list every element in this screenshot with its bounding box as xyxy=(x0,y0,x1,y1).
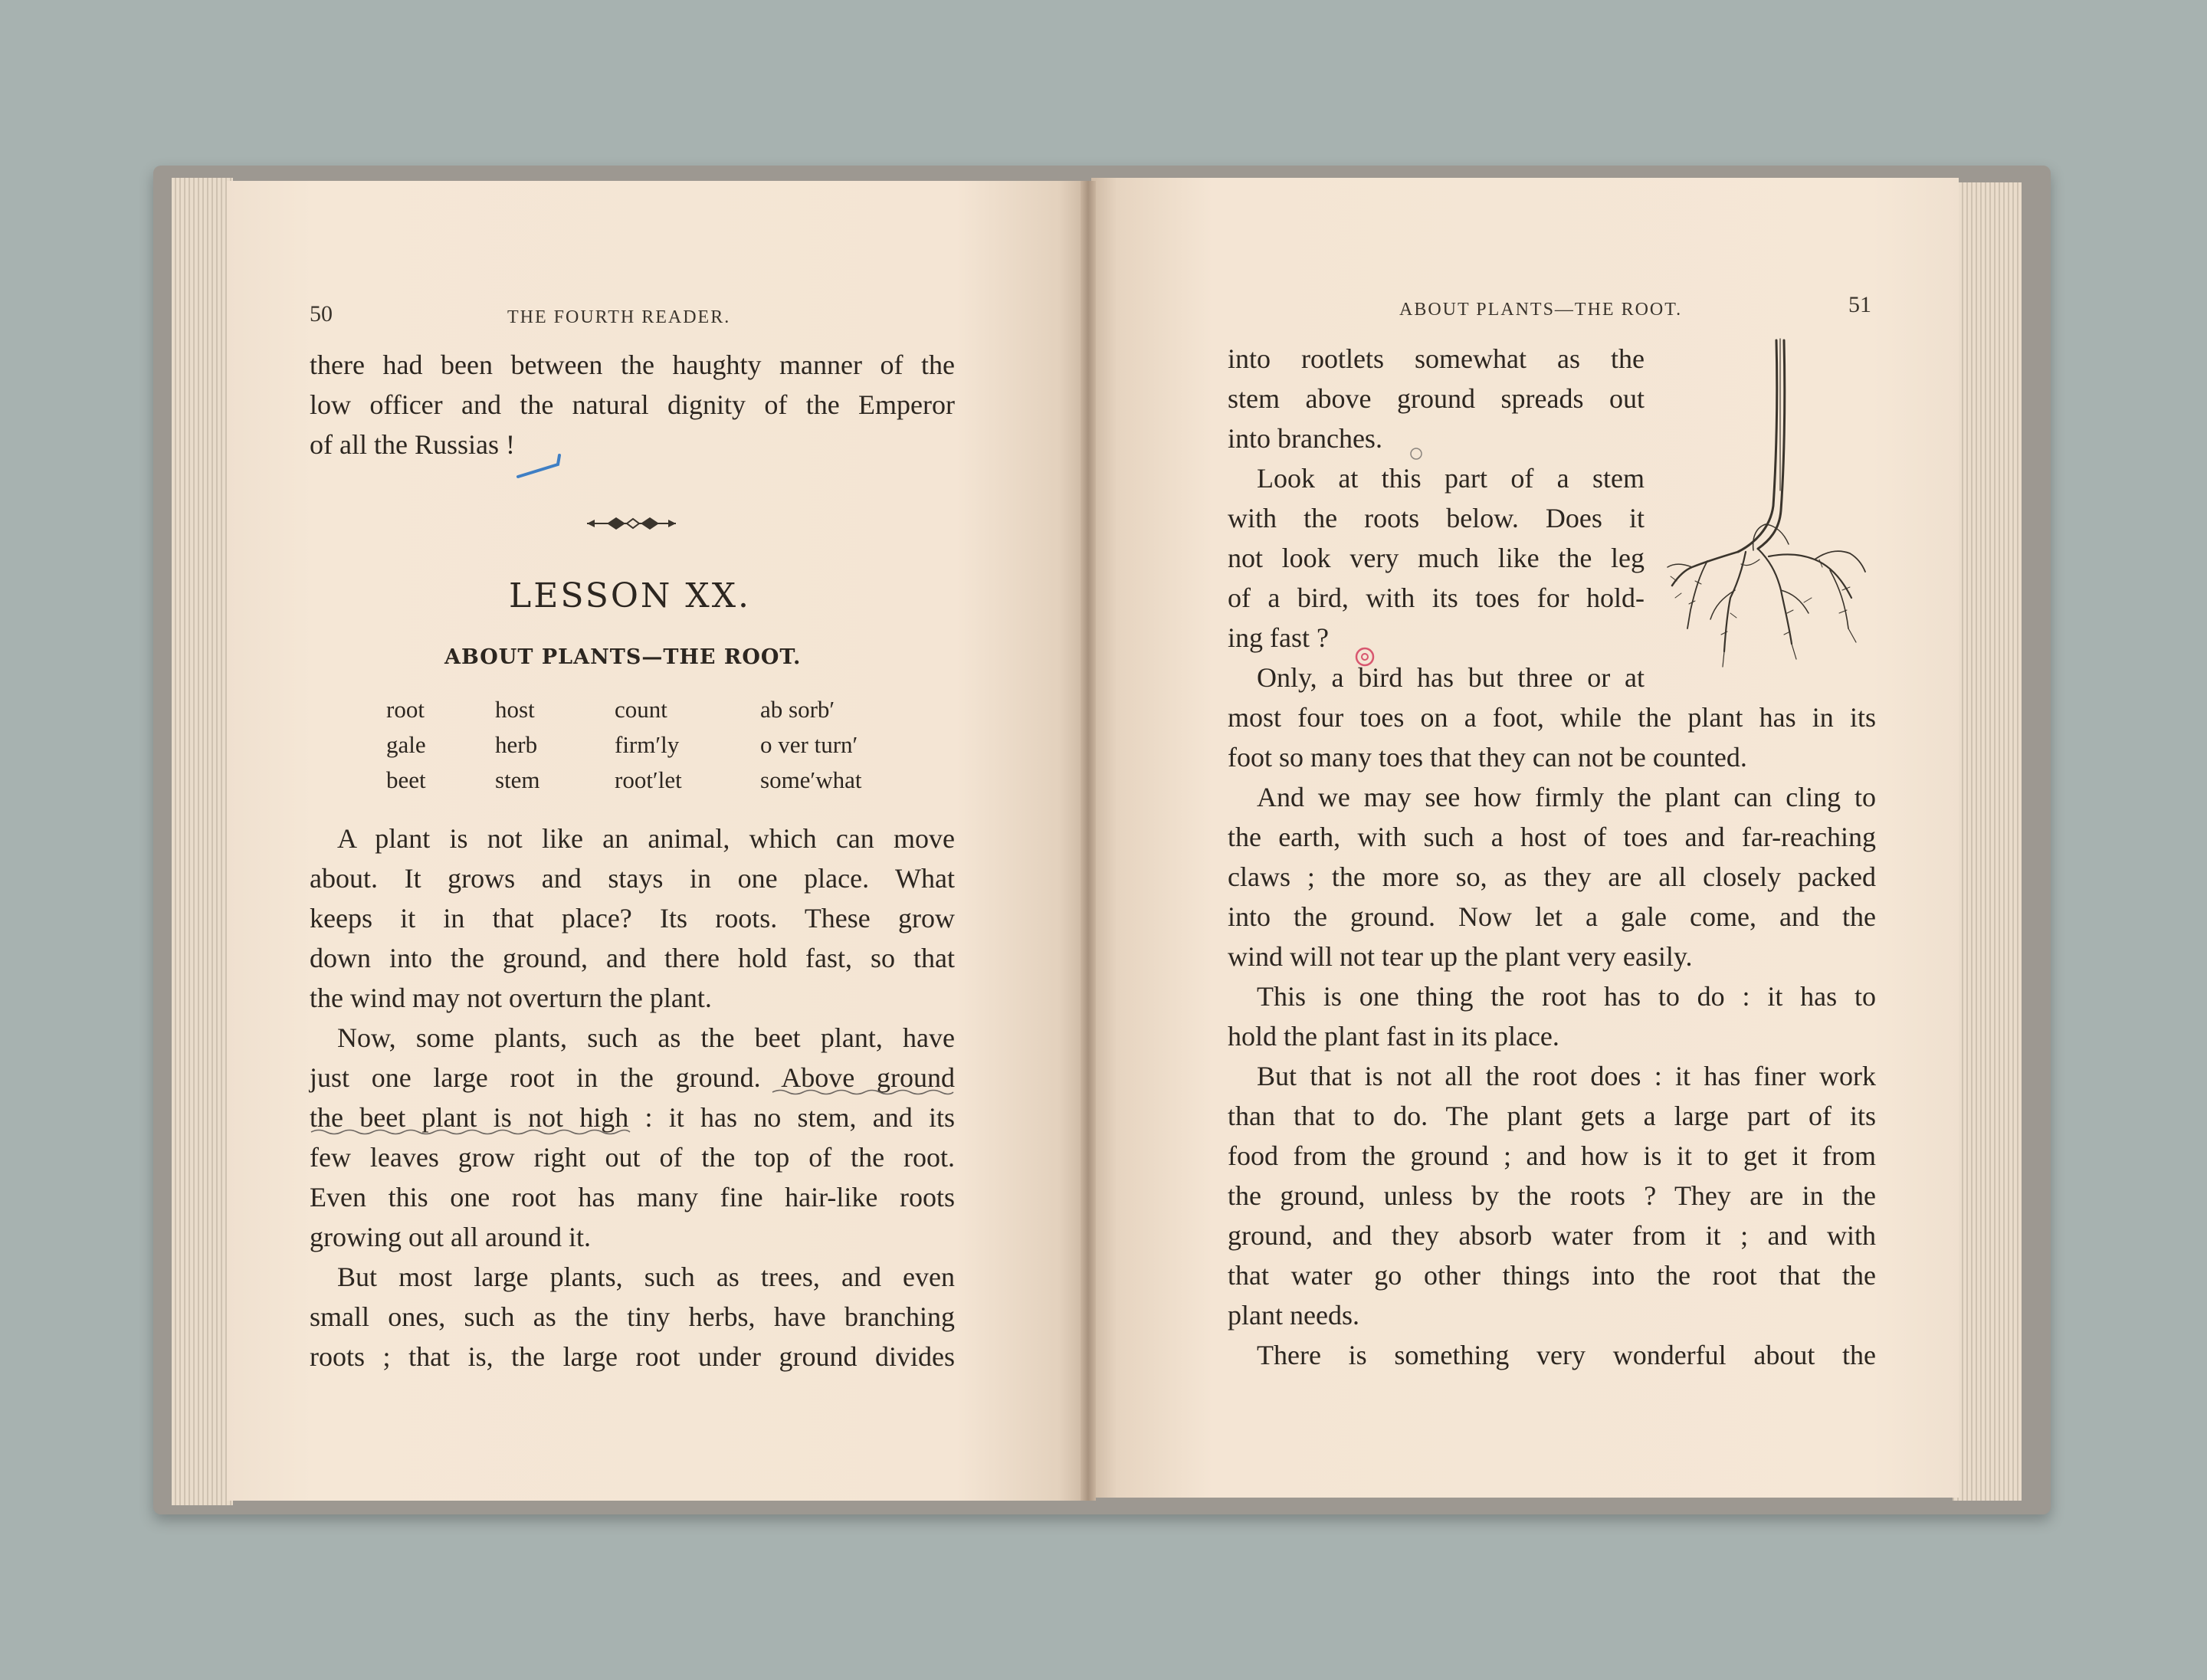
text-line: low officer and the natural dignity of the Emperor xyxy=(310,389,955,420)
text-line: than that to do. The plant gets a large part of its xyxy=(1228,1101,1876,1131)
vocab-word: o ver turn′ xyxy=(760,731,858,758)
text-line: hold the plant fast in its place. xyxy=(1228,1021,1559,1052)
red-circle-mark-icon xyxy=(1353,645,1376,668)
book-gutter xyxy=(1081,181,1096,1501)
text-line: Even this one root has many fine hair-like roots xyxy=(310,1182,955,1212)
vocab-word: root xyxy=(386,696,425,723)
text-line: of all the Russias ! xyxy=(310,429,515,460)
ornament-divider-icon xyxy=(584,512,679,535)
root-drawing-icon xyxy=(1661,337,1868,674)
text-line: food from the ground ; and how is it to get it from xyxy=(1228,1140,1876,1171)
page-number-right: 51 xyxy=(1848,292,1871,317)
page-edges-left xyxy=(172,178,233,1505)
text-line: There is something very wonderful about the xyxy=(1257,1340,1876,1370)
vocab-word: gale xyxy=(386,731,426,758)
text-line: most four toes on a foot, while the plant has in its xyxy=(1228,702,1876,733)
running-header-left: THE FOURTH READER. xyxy=(507,307,731,327)
vocab-word: some′what xyxy=(760,766,862,793)
text-line: not look very much like the leg xyxy=(1228,543,1645,573)
text-line: just one large root in the ground. Above ground xyxy=(310,1062,955,1093)
text-line: the wind may not overturn the plant. xyxy=(310,983,712,1013)
pencil-underline-icon xyxy=(771,1087,955,1098)
vocab-word: ab sorb′ xyxy=(760,696,835,723)
text-line: Look at this part of a stem xyxy=(1257,463,1645,494)
text-line: Only, a bird has but three or at xyxy=(1257,662,1645,693)
text-line: stem above ground spreads out xyxy=(1228,383,1645,414)
text-line: growing out all around it. xyxy=(310,1222,591,1252)
vocab-word: firm′ly xyxy=(615,731,680,758)
vocab-word: beet xyxy=(386,766,426,793)
text-line: claws ; the more so, as they are all closely packed xyxy=(1228,861,1876,892)
text-line: wind will not tear up the plant very easily. xyxy=(1228,941,1693,972)
text-line: A plant is not like an animal, which can move xyxy=(337,823,955,854)
text-line: of a bird, with its toes for hold- xyxy=(1228,582,1645,613)
text-line: But most large plants, such as trees, and even xyxy=(337,1262,955,1292)
text-line: foot so many toes that they can not be counted. xyxy=(1228,742,1747,773)
text-line: the ground, unless by the roots ? They are in the xyxy=(1228,1180,1876,1211)
running-header-right: ABOUT PLANTS—THE ROOT. xyxy=(1399,300,1683,320)
text-line: And we may see how firmly the plant can cling to xyxy=(1257,782,1876,812)
text-line: small ones, such as the tiny herbs, have branching xyxy=(310,1301,955,1332)
blue-pencil-mark-icon xyxy=(515,451,566,481)
vocab-word: herb xyxy=(495,731,538,758)
vocab-word: root′let xyxy=(615,766,682,793)
text-line: that water go other things into the root that the xyxy=(1228,1260,1876,1291)
text-line: This is one thing the root has to do : it has to xyxy=(1257,981,1876,1012)
vocab-word: stem xyxy=(495,766,540,793)
text-line: plant needs. xyxy=(1228,1300,1359,1331)
pencil-underline-icon xyxy=(310,1127,631,1137)
text-line: roots ; that is, the large root under ground divides xyxy=(310,1341,955,1372)
vocab-word: count xyxy=(615,696,667,723)
text-line: with the roots below. Does it xyxy=(1228,503,1645,533)
text-line: keeps it in that place? Its roots. These grow xyxy=(310,903,955,934)
text-line: But that is not all the root does : it has finer work xyxy=(1257,1061,1876,1091)
page-edges-right xyxy=(1953,182,2022,1501)
vocab-word: host xyxy=(495,696,535,723)
page-number-left: 50 xyxy=(310,301,333,326)
text-line: the earth, with such a host of toes and far-reaching xyxy=(1228,822,1876,852)
text-line: ing fast ? xyxy=(1228,622,1329,653)
small-pencil-circle-icon xyxy=(1408,446,1424,461)
text-line: into rootlets somewhat as the xyxy=(1228,343,1645,374)
text-line: few leaves grow right out of the top of the root. xyxy=(310,1142,955,1173)
text-line: there had been between the haughty manner of the xyxy=(310,349,955,380)
lesson-subtitle: ABOUT PLANTS—THE ROOT. xyxy=(444,645,802,669)
lesson-title: LESSON XX. xyxy=(509,576,752,615)
text-line: into the ground. Now let a gale come, and the xyxy=(1228,901,1876,932)
text-line: ground, and they absorb water from it ; and with xyxy=(1228,1220,1876,1251)
text-line: Now, some plants, such as the beet plant, have xyxy=(337,1022,955,1053)
text-line: down into the ground, and there hold fast, so that xyxy=(310,943,955,973)
text-line: about. It grows and stays in one place. What xyxy=(310,863,955,894)
text-line: the beet plant is not high : it has no stem, and its xyxy=(310,1102,955,1133)
text-line: into branches. xyxy=(1228,423,1382,454)
